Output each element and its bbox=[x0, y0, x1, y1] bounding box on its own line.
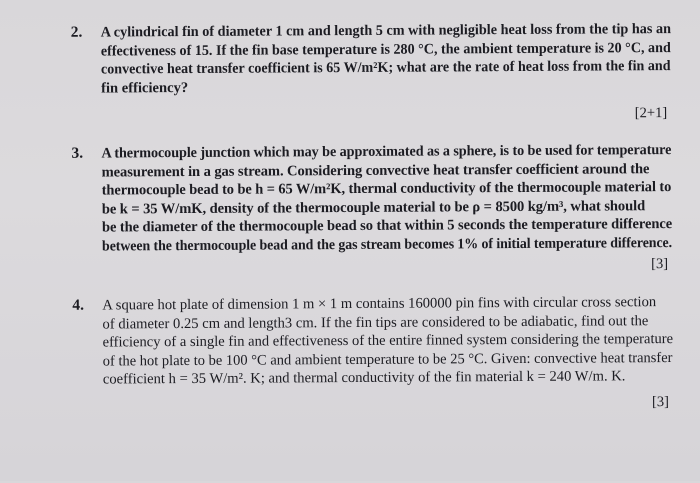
question-number: 3. bbox=[71, 144, 84, 162]
question-text bbox=[102, 293, 673, 389]
text-line: fin efficiency? bbox=[101, 79, 189, 97]
marks-label: [3] bbox=[651, 256, 669, 273]
text-line: efficiency of a single fin and effectiveness of the entire finned system considering the temperature bbox=[102, 331, 674, 351]
text-line: convective heat transfer coefficient is 65 W/m²K; what are the rate of heat loss from the fin and bbox=[100, 58, 671, 78]
text-line: coefficient h = 35 W/m². K; and thermal conductivity of the fin material k = 240 W/m. K. bbox=[102, 368, 626, 388]
question-2 bbox=[70, 20, 672, 122]
marks-label: [3] bbox=[651, 394, 670, 411]
question-text bbox=[101, 20, 671, 98]
text-line: of diameter 0.25 cm and length3 cm. If the fin tips are considered to be adiabatic, find out the bbox=[102, 312, 649, 333]
text-line: A thermocouple junction which may be approximated as a sphere, is to be used for temperature bbox=[101, 142, 672, 162]
text-line: measurement in a gas stream. Considering convective heat transfer coefficient around the bbox=[101, 160, 650, 181]
text-line: A square hot plate of dimension 1 m × 1 m contains 160000 pin fins with circular cross section bbox=[102, 294, 657, 314]
question-number: 4. bbox=[72, 296, 85, 314]
text-line: effectiveness of 15. If the fin base temperature is 280 °C, the ambient temperature is 20 °C, and bbox=[100, 39, 671, 60]
question-text bbox=[101, 141, 672, 256]
text-line: thermocouple bead to be h = 65 W/m²K, thermal conductivity of the thermocouple material to bbox=[101, 179, 672, 199]
text-line: between the thermocouple bead and the gas stream becomes 1% of initial temperature difference. bbox=[101, 235, 673, 255]
text-line: be k = 35 W/mK, density of the thermocouple material to be ρ = 8500 kg/m³, what should bbox=[101, 197, 646, 218]
question-number: 2. bbox=[70, 23, 83, 41]
text-line: of the hot plate to be 100 °C and ambient temperature to be 25 °C. Given: convective heat transfer bbox=[102, 349, 673, 370]
marks-label: [2+1] bbox=[634, 105, 668, 122]
question-3 bbox=[71, 141, 673, 273]
text-line: A cylindrical fin of diameter 1 cm and length 5 cm with negligible heat loss from the tip has an bbox=[100, 21, 672, 41]
question-4 bbox=[72, 293, 674, 411]
text-line: be the diameter of the thermocouple bead so that within 5 seconds the temperature difference bbox=[101, 216, 673, 236]
